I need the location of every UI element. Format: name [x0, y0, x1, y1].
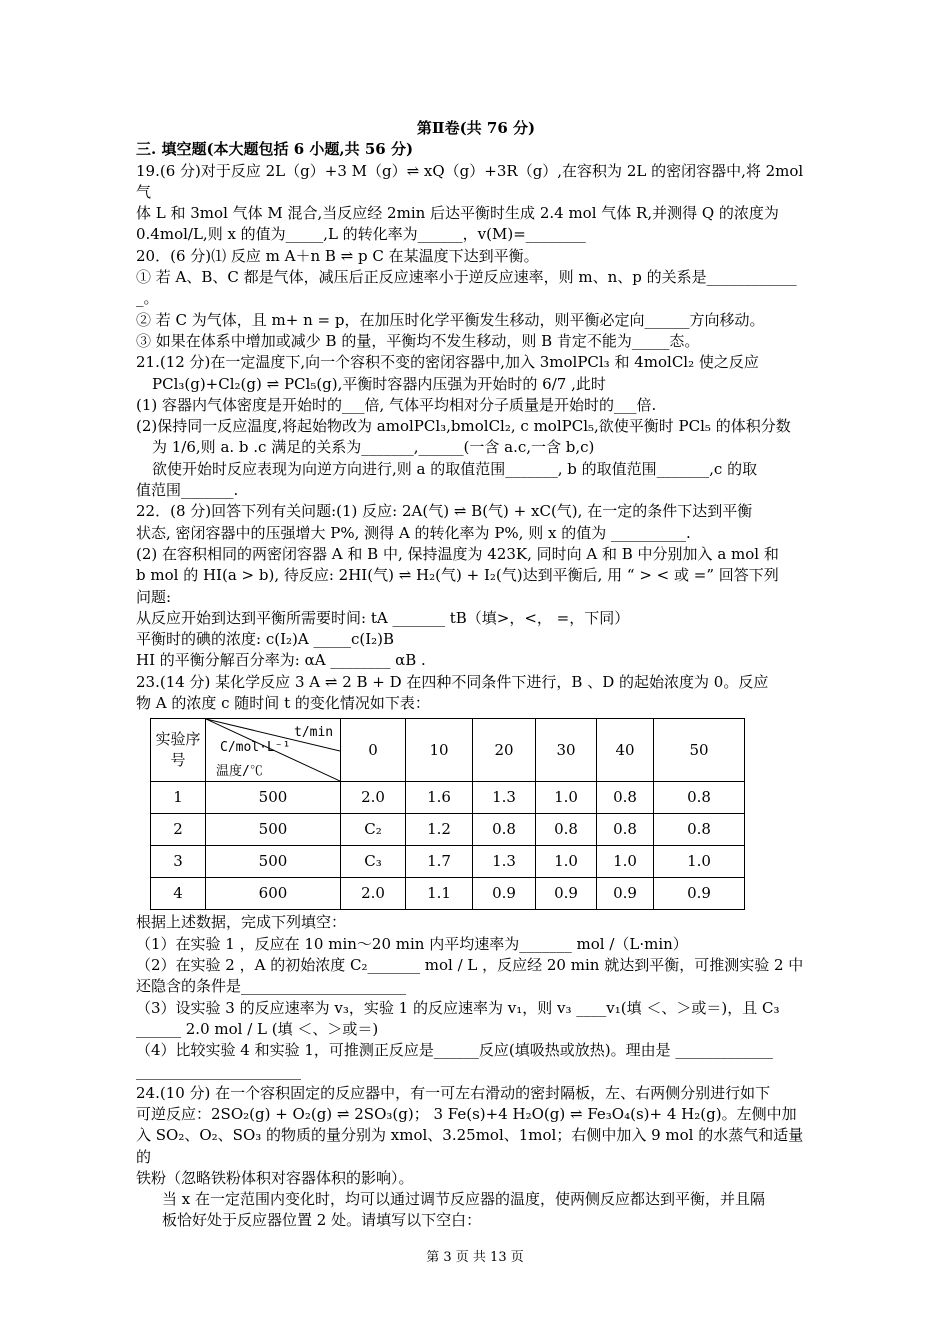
table-cell: C₃ — [341, 846, 406, 878]
part-heading: 三. 填空题(本大题包括 6 小题,共 56 分) — [136, 140, 414, 159]
table-cell: 0.9 — [473, 878, 536, 910]
table-row — [151, 878, 745, 910]
table-cell: 1.1 — [406, 878, 473, 910]
text-line: 体 L 和 3mol 气体 M 混合,当反应经 2min 后达平衡时生成 2.4 mol 气体 R,并测得 Q 的浓度为 — [136, 204, 779, 223]
section-title: 第Ⅱ卷(共 76 分) — [416, 119, 536, 137]
diag-mid-label: C/mol·L⁻¹ — [220, 740, 291, 756]
text-line: b mol 的 HI(a > b), 待反应: 2HI(气) ⇌ H₂(气) + I₂(气)达到平衡后, 用 “ > < 或 =” 回答下列 — [136, 566, 779, 585]
table-cell: C₂ — [341, 814, 406, 846]
table-cell: 1.3 — [473, 846, 536, 878]
text-line: HI 的平衡分解百分率为: αA ________ αB . — [136, 651, 426, 670]
text-line: 状态, 密闭容器中的压强增大 P%, 测得 A 的转化率为 P%, 则 x 的值为 __________. — [136, 523, 691, 542]
table-header-cell: 30 — [536, 719, 597, 782]
table-row — [151, 782, 745, 814]
text-line: 板恰好处于反应器位置 2 处。请填写以下空白： — [162, 1211, 482, 1230]
text-line: 当 x 在一定范围内变化时，均可以通过调节反应器的温度，使两侧反应都达到平衡，并且隔 — [162, 1190, 765, 1209]
text-line: 19.(6 分)对于反应 2L（g）+3 M（g）⇌ xQ（g）+3R（g）,在容积为 2L 的密闭容器中,将 2mol 气 — [136, 161, 804, 201]
text-line: _。 — [136, 289, 159, 308]
table-header-cell: 0 — [341, 719, 406, 782]
table-cell: 4 — [151, 878, 206, 910]
table-header-cell: 10 — [406, 719, 473, 782]
table-cell: 2 — [151, 814, 206, 846]
table-cell: 1.0 — [536, 846, 597, 878]
text-line: 为 1/6,则 a. b .c 满足的关系为_______,______(一含 a.c,一含 b,c) — [152, 438, 595, 457]
text-line: (2) 在容积相同的两密闭容器 A 和 B 中, 保持温度为 423K, 同时向 A 和 B 中分别加入 a mol 和 — [136, 544, 779, 563]
text-line: ② 若 C 为气体，且 m+ n = p，在加压时化学平衡发生移动，则平衡必定向______方向移动。 — [136, 310, 765, 329]
text-line: 21.(12 分)在一定温度下,向一个容积不变的密闭容器中,加入 3molPCl₃ 和 4molCl₂ 使之反应 — [136, 353, 759, 372]
diag-top-label: t/min — [294, 725, 334, 741]
table-cell: 0.8 — [597, 782, 654, 814]
table-header-cell: 20 — [473, 719, 536, 782]
table-cell: 3 — [151, 846, 206, 878]
text-line: （3）设实验 3 的反应速率为 v₃，实验 1 的反应速率为 v₁，则 v₃ ____v₁(填 ＜、＞或＝)，且 C₃ — [136, 998, 780, 1017]
table-cell: 0.9 — [536, 878, 597, 910]
table-header-cell: 50 — [654, 719, 745, 782]
table-cell: 1.2 — [406, 814, 473, 846]
text-line: ① 若 A、B、C 都是气体，减压后正反应速率小于逆反应速率，则 m、n、p 的关系是____________ — [136, 268, 797, 287]
table-cell: 1.0 — [654, 846, 745, 878]
text-line: PCl₃(g)+Cl₂(g) ⇌ PCl₅(g),平衡时容器内压强为开始时的 6/7 ,此时 — [152, 374, 606, 393]
text-line: 问题: — [136, 587, 172, 606]
table-cell: 0.8 — [654, 814, 745, 846]
table-header-cell: 40 — [597, 719, 654, 782]
table-cell: 0.8 — [473, 814, 536, 846]
table-cell: 500 — [206, 846, 341, 878]
text-line: 欲使开始时反应表现为向逆方向进行,则 a 的取值范围_______, b 的取值范围_______,c 的取 — [152, 459, 758, 478]
table-cell: 1.3 — [473, 782, 536, 814]
text-line: 平衡时的碘的浓度: c(I₂)A _____c(I₂)B — [136, 630, 395, 649]
text-line: 根据上述数据，完成下列填空： — [136, 913, 347, 932]
table-row — [151, 846, 745, 878]
text-line: 值范围_______. — [136, 481, 239, 500]
table-cell: 1.6 — [406, 782, 473, 814]
text-line: 还隐含的条件是______________________ — [136, 977, 407, 996]
diag-bottom-label: 温度/℃ — [216, 764, 263, 780]
text-line: 20．(6 分)⑴ 反应 m A＋n B ⇌ p C 在某温度下达到平衡。 — [136, 246, 539, 265]
text-line: (2)保持同一反应温度,将起始物改为 amolPCl₃,bmolCl₂, c molPCl₅,欲使平衡时 PCl₅ 的体积分数 — [136, 417, 791, 436]
exam-page — [136, 118, 816, 1232]
table-header-row — [151, 719, 745, 782]
table-cell: 1.0 — [536, 782, 597, 814]
table-cell: 500 — [206, 814, 341, 846]
table-cell: 500 — [206, 782, 341, 814]
text-line: (1) 容器内气体密度是开始时的___倍, 气体平均相对分子质量是开始时的___倍. — [136, 395, 657, 414]
text-line: （1）在实验 1 ，反应在 10 min～20 min 内平均速率为_______ mol /（L·min） — [136, 934, 688, 953]
text-line: 铁粉（忽略铁粉体积对容器体积的影响）。 — [136, 1168, 414, 1187]
data-table — [150, 718, 745, 910]
text-line: （2）在实验 2 ，A 的初始浓度 C₂_______ mol / L ，反应经 20 min 就达到平衡，可推测实验 2 中 — [136, 955, 804, 974]
table-cell: 2.0 — [341, 782, 406, 814]
text-line: 0.4mol/L,则 x 的值为_____,L 的转化率为______，v(M)=________ — [136, 225, 586, 244]
table-cell: 1 — [151, 782, 206, 814]
text-line: 从反应开始到达到平衡所需要时间: tA _______ tB（填>，<， =，下同） — [136, 608, 630, 627]
table-cell: 0.9 — [654, 878, 745, 910]
text-line: （4）比较实验 4 和实验 1，可推测正反应是______反应(填吸热或放热)。理由是 _____________ — [136, 1041, 773, 1060]
corner-label: 实验序号 — [151, 719, 206, 782]
table-cell: 1.0 — [597, 846, 654, 878]
table-cell: 2.0 — [341, 878, 406, 910]
table-cell: 0.8 — [597, 814, 654, 846]
text-line: 23.(14 分) 某化学反应 3 A ⇌ 2 B + D 在四种不同条件下进行，B 、D 的起始浓度为 0。反应 — [136, 672, 769, 691]
text-line: ______________________ — [136, 1062, 301, 1081]
text-line: ______ 2.0 mol / L (填 ＜、＞或＝) — [136, 1019, 379, 1038]
text-line: 22．(8 分)回答下列有关问题:(1) 反应: 2A(气) ⇌ B(气) + xC(气), 在一定的条件下达到平衡 — [136, 502, 753, 521]
table-cell: 0.9 — [597, 878, 654, 910]
text-line: 入 SO₂、O₂、SO₃ 的物质的量分别为 xmol、3.25mol、1mol；右侧中加入 9 mol 的水蒸气和适量的 — [136, 1126, 804, 1166]
text-line: 24.(10 分) 在一个容积固定的反应器中，有一可左右滑动的密封隔板，左、右两侧分别进行如下 — [136, 1083, 771, 1102]
table-row — [151, 814, 745, 846]
table-cell: 600 — [206, 878, 341, 910]
text-line: ③ 如果在体系中增加或减少 B 的量，平衡均不发生移动，则 B 肯定不能为_____态。 — [136, 331, 700, 350]
table-cell: 1.7 — [406, 846, 473, 878]
diagonal-header — [206, 719, 341, 782]
table-cell: 0.8 — [654, 782, 745, 814]
text-line: 物 A 的浓度 c 随时间 t 的变化情况如下表： — [136, 694, 430, 713]
page-footer: 第 3 页 共 13 页 — [426, 1250, 524, 1265]
table-cell: 0.8 — [536, 814, 597, 846]
text-line: 可逆反应：2SO₂(g) + O₂(g) ⇌ 2SO₃(g)； 3 Fe(s)+4 H₂O(g) ⇌ Fe₃O₄(s)+ 4 H₂(g)。左侧中加 — [136, 1104, 797, 1123]
